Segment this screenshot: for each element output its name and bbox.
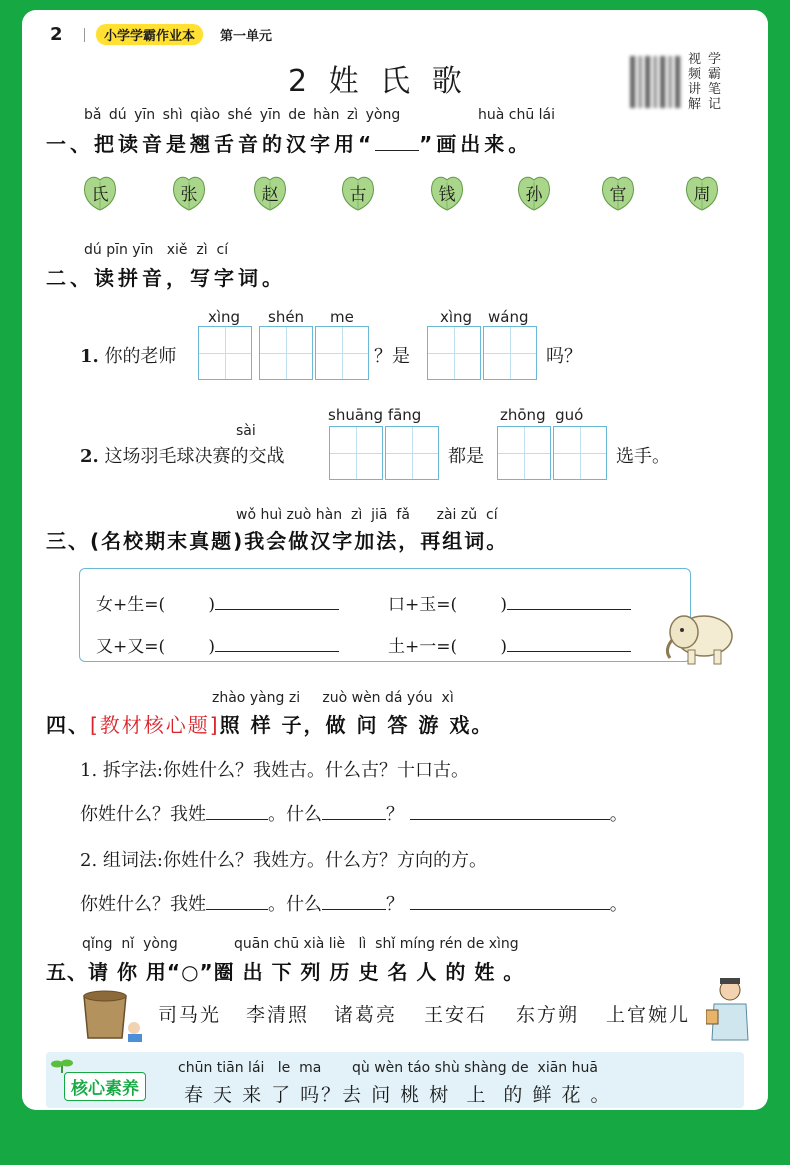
q1-mid: ？是 [374, 346, 410, 367]
writing-box[interactable] [497, 426, 551, 480]
answer-blank[interactable] [410, 818, 610, 820]
leaf-character[interactable]: 钱 [427, 174, 467, 212]
elephant-illustration [658, 606, 738, 668]
qr-label-video: 视频讲解 [688, 52, 702, 112]
q1-pinyin-1: xìng [208, 308, 241, 326]
writing-box[interactable] [315, 326, 369, 380]
answer-blank[interactable] [507, 650, 631, 652]
answer-blank[interactable] [322, 818, 386, 820]
leaf-character[interactable]: 赵 [250, 174, 290, 212]
s4-line-1: 1. 拆字法:你姓什么？我姓古。什么古？十口古。 [80, 760, 469, 781]
q2-pinyin-1: shuāng fāng [328, 406, 422, 424]
q2-post: 选手。 [616, 446, 670, 467]
q1-post: 吗？ [546, 346, 582, 367]
q1-text: 1. 你的老师 [80, 346, 177, 367]
s4-pinyin: zhào yàng zi zuò wèn dá yóu xì [212, 690, 454, 706]
answer-blank[interactable] [206, 908, 268, 910]
worksheet-page [22, 10, 768, 1110]
leaf-character[interactable]: 氏 [80, 174, 120, 212]
q1-pinyin-4: xìng [440, 308, 473, 326]
historical-name[interactable]: 上官婉儿 [606, 1004, 691, 1026]
equation: 又+又=( ) [96, 632, 339, 657]
unit-label: 第一单元 [220, 29, 273, 44]
equation: 口+玉=( ) [388, 590, 631, 615]
writing-box[interactable] [198, 326, 252, 380]
qr-label-notes: 学霸笔记 [708, 52, 722, 112]
s3-pinyin: wǒ huì zuò hàn zì jiā fǎ zài zǔ cí [236, 507, 498, 523]
leaf-character[interactable]: 周 [682, 174, 722, 212]
s1-question: 一、把读音是翘舌音的汉字用“ ”画出来。 [46, 132, 533, 156]
core-badge: 核心素养 [64, 1072, 146, 1101]
equation: 女+生=( ) [96, 590, 339, 615]
q2-pinyin-sai: sài [236, 423, 256, 439]
historical-name[interactable]: 诸葛亮 [334, 1004, 398, 1026]
s5-pinyin-2: quān chū xià liè lì shǐ míng rén de xìng [234, 936, 519, 952]
q1-pinyin-5: wáng [488, 308, 529, 326]
leaf-character[interactable]: 孙 [514, 174, 554, 212]
vat-illustration [78, 988, 150, 1044]
answer-blank[interactable] [206, 818, 268, 820]
q2-mid: 都是 [448, 446, 484, 467]
scholar-illustration [706, 976, 750, 1042]
header-divider [84, 28, 85, 42]
answer-blank[interactable] [322, 908, 386, 910]
answer-blank[interactable] [215, 650, 339, 652]
leaf-character[interactable]: 官 [598, 174, 638, 212]
historical-name[interactable]: 李清照 [246, 1004, 310, 1026]
q2-text: 2. 这场羽毛球决赛的交战 [80, 446, 285, 467]
s3-question: 三、(名校期末真题)我会做汉字加法，再组词。 [46, 529, 509, 553]
answer-blank[interactable] [215, 608, 339, 610]
s4-line-2: 2. 组词法:你姓什么？我姓方。什么方？方向的方。 [80, 850, 487, 871]
writing-box[interactable] [483, 326, 537, 380]
core-text: 春 天 来 了 吗？去 问 桃 树 上 的 鲜 花 。 [184, 1084, 612, 1106]
writing-box[interactable] [329, 426, 383, 480]
s5-pinyin-1: qǐng nǐ yòng [82, 936, 178, 952]
page-number: 2 [50, 24, 63, 45]
s2-pinyin: dú pīn yīn xiě zì cí [84, 242, 229, 258]
historical-name[interactable]: 司马光 [158, 1004, 222, 1026]
answer-blank[interactable] [507, 608, 631, 610]
book-badge: 小学学霸作业本 [96, 24, 203, 45]
q1-pinyin-3: me [330, 308, 354, 326]
s1-pinyin-2: huà chū lái [478, 107, 556, 123]
core-pinyin-1: chūn tiān lái le ma [178, 1060, 322, 1076]
lesson-title: 2 姓 氏 歌 [288, 64, 468, 99]
s2-question: 二、读拼音，写字词。 [46, 266, 286, 290]
s5-question: 五、请 你 用“○”圈 出 下 列 历 史 名 人 的 姓 。 [46, 960, 525, 984]
qr-code[interactable] [630, 56, 682, 108]
equation: 土+一=( ) [388, 632, 631, 657]
s4-answer-2: 你姓什么？我姓 。什么 ？ 。 [80, 894, 628, 915]
historical-name[interactable]: 王安石 [424, 1004, 488, 1026]
leaf-character[interactable]: 古 [338, 174, 378, 212]
core-tag: [教材核心题] [90, 713, 220, 737]
writing-box[interactable] [427, 326, 481, 380]
writing-box[interactable] [553, 426, 607, 480]
answer-blank[interactable] [410, 908, 610, 910]
leaf-character[interactable]: 张 [169, 174, 209, 212]
q2-pinyin-2: zhōng guó [500, 406, 584, 424]
writing-box[interactable] [385, 426, 439, 480]
q1-pinyin-2: shén [268, 308, 305, 326]
writing-box[interactable] [259, 326, 313, 380]
answer-blank [375, 149, 419, 151]
s4-question: 四、[教材核心题]照 样 子，做 问 答 游 戏。 [46, 713, 494, 737]
s4-answer-1: 你姓什么？我姓 。什么 ？ 。 [80, 804, 628, 825]
s1-pinyin: bǎ dú yīn shì qiào shé yīn de hàn zì yòng [84, 107, 401, 123]
historical-name[interactable]: 东方朔 [516, 1004, 580, 1026]
core-pinyin-2: qù wèn táo shù shàng de xiān huā [352, 1060, 598, 1076]
